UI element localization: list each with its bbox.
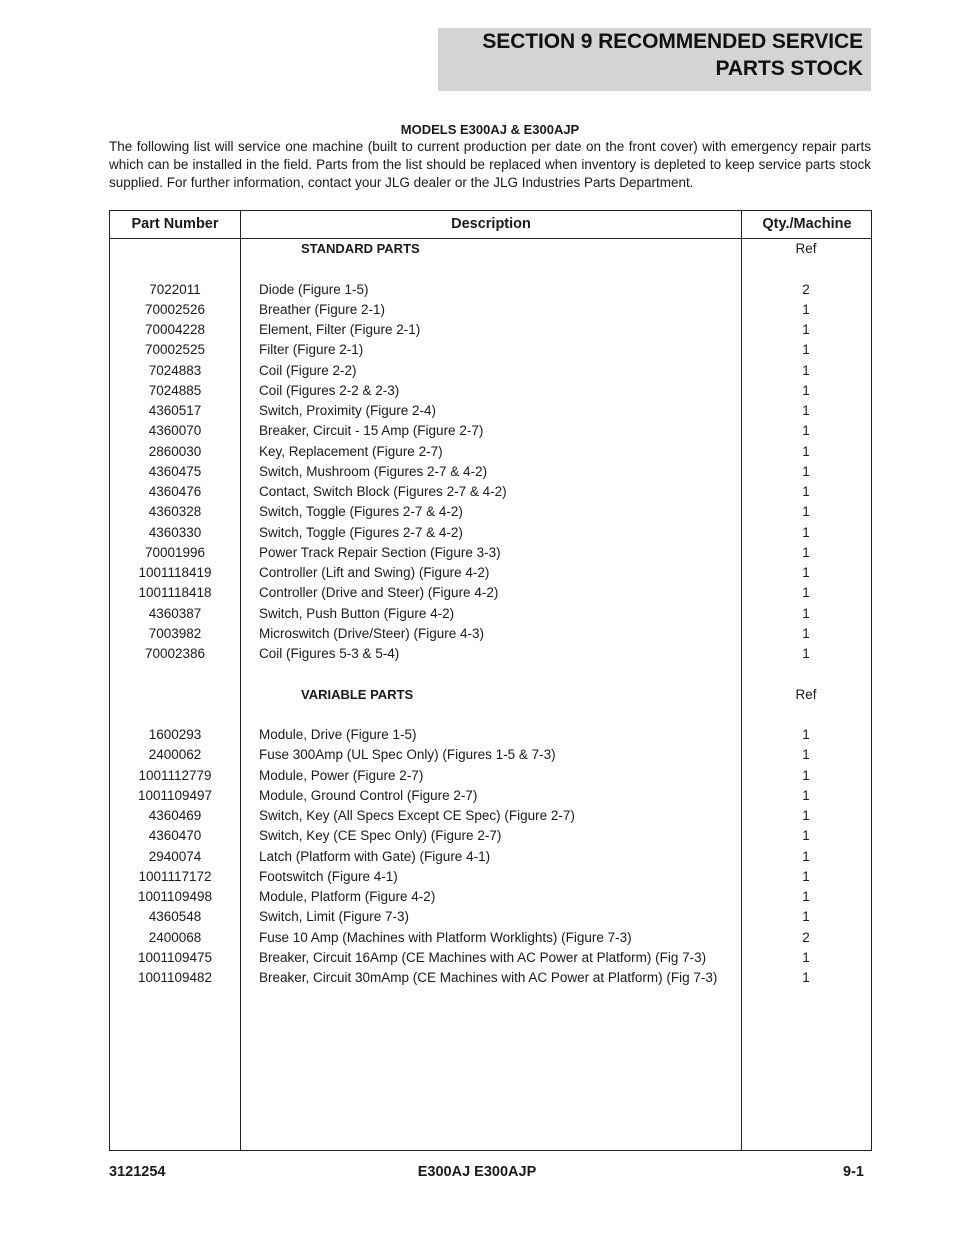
table-row (110, 704, 871, 724)
qty-cell: 1 (802, 848, 810, 864)
description-cell: VARIABLE PARTS (301, 686, 414, 702)
qty-cell: 1 (802, 342, 810, 358)
table-row (110, 927, 871, 947)
parts-table (109, 210, 872, 1151)
part-number-cell: 70001996 (144, 544, 206, 560)
table-row (110, 724, 871, 744)
qty-cell: 1 (802, 301, 810, 317)
description-cell: Breaker, Circuit 16Amp (CE Machines with AC Power at Platform) (Fig 7-3) (259, 949, 707, 965)
qty-cell: 1 (802, 808, 810, 823)
description-cell: Switch, Key (All Specs Except CE Spec) (Figure 2-7) (259, 808, 575, 823)
table-row (110, 380, 871, 400)
description-cell: Switch, Toggle (Figures 2-7 & 4-2) (259, 504, 463, 520)
table-row (110, 765, 871, 785)
part-number-cell: 2940074 (148, 848, 202, 864)
table-row (110, 744, 871, 764)
table-row (110, 623, 871, 643)
qty-cell: 1 (802, 889, 810, 904)
part-number-cell: 70002386 (144, 646, 206, 661)
description-cell: Controller (Drive and Steer) (Figure 4-2) (259, 585, 499, 601)
part-number-cell: 70004228 (144, 322, 206, 337)
description-cell: Breaker, Circuit - 15 Amp (Figure 2-7) (259, 423, 484, 439)
table-row (110, 279, 871, 299)
part-number-cell: 1001112779 (138, 767, 212, 783)
description-cell: Switch, Mushroom (Figures 2-7 & 4-2) (259, 463, 488, 479)
qty-cell: 1 (802, 605, 810, 621)
table-row (110, 542, 871, 562)
part-number-cell: 4360469 (148, 808, 202, 823)
table-row (110, 663, 871, 683)
description-cell: Controller (Lift and Swing) (Figure 4-2) (259, 565, 490, 580)
qty-cell: 1 (802, 625, 810, 641)
table-row (110, 846, 871, 866)
table-row (110, 360, 871, 380)
table-row (110, 643, 871, 663)
section-title: SECTION 9 RECOMMENDED SERVICE PARTS STOCK (482, 30, 863, 80)
footer-doc-number: 3121254 (109, 1164, 166, 1180)
part-number-cell: 2400068 (148, 929, 202, 945)
header-description: Description (451, 216, 531, 232)
part-number-cell: 1001117172 (138, 868, 212, 884)
qty-cell: Ref (795, 686, 817, 702)
qty-cell: 1 (802, 382, 810, 398)
part-number-cell: 7003982 (148, 625, 202, 641)
footer-page-number: 9-1 (843, 1164, 864, 1180)
part-number-cell: 4360548 (148, 909, 202, 925)
table-body (110, 238, 871, 987)
qty-cell: 1 (802, 524, 810, 540)
part-number-cell: 4360328 (148, 504, 202, 520)
qty-cell: 1 (802, 909, 810, 925)
qty-cell: Ref (795, 241, 817, 256)
table-row (110, 825, 871, 845)
description-cell: Module, Platform (Figure 4-2) (259, 889, 436, 904)
table-row (110, 866, 871, 886)
part-number-cell: 1001109498 (137, 889, 213, 904)
description-cell: STANDARD PARTS (301, 241, 420, 256)
qty-cell: 1 (802, 767, 810, 783)
part-number-cell: 7024885 (148, 382, 202, 398)
description-cell: Switch, Push Button (Figure 4-2) (259, 605, 455, 621)
part-number-cell: 4360470 (148, 828, 202, 844)
description-cell: Fuse 10 Amp (Machines with Platform Worklights) (Figure 7-3) (259, 929, 632, 945)
qty-cell: 1 (802, 949, 810, 965)
description-cell: Key, Replacement (Figure 2-7) (259, 443, 443, 459)
table-row (110, 522, 871, 542)
table-row (110, 299, 871, 319)
part-number-cell: 4360387 (148, 605, 202, 621)
part-number-cell: 4360517 (148, 403, 202, 418)
table-row (110, 461, 871, 481)
table-row (110, 339, 871, 359)
qty-cell: 1 (802, 970, 810, 985)
qty-cell: 2 (802, 929, 810, 945)
qty-cell: 1 (802, 747, 810, 763)
part-number-cell: 70002525 (144, 342, 206, 358)
description-cell: Element, Filter (Figure 2-1) (259, 322, 421, 337)
part-number-cell: 7022011 (149, 281, 201, 297)
table-row (110, 886, 871, 906)
table-row (110, 481, 871, 501)
footer-models: E300AJ E300AJP (417, 1164, 537, 1180)
table-row (110, 603, 871, 623)
qty-cell: 1 (802, 868, 810, 884)
table-row (110, 420, 871, 440)
description-cell: Switch, Proximity (Figure 2-4) (259, 403, 437, 418)
qty-cell: 1 (802, 727, 810, 742)
part-number-cell: 1001118419 (138, 565, 212, 580)
description-cell: Footswitch (Figure 4-1) (259, 868, 398, 884)
description-cell: Filter (Figure 2-1) (259, 342, 364, 358)
part-number-cell: 4360070 (148, 423, 202, 439)
table-row (110, 906, 871, 926)
qty-cell: 1 (802, 646, 810, 661)
description-cell: Module, Power (Figure 2-7) (259, 767, 424, 783)
table-row (110, 785, 871, 805)
table-row (110, 805, 871, 825)
intro-paragraph: The following list will service one machine (built to current production per date on the front cover) with emergency repair parts which can be installed in the field. Parts from the list should be replaced when inventory is depleted to keep service parts stock supplied. For further information, contact your JLG dealer or the JLG Industries Parts Department. (109, 139, 871, 190)
header-part-number: Part Number (131, 216, 219, 232)
qty-cell: 1 (802, 565, 810, 580)
description-cell: Module, Ground Control (Figure 2-7) (259, 787, 478, 803)
table-row (110, 562, 871, 582)
qty-cell: 1 (802, 403, 810, 418)
table-section-heading-row (110, 684, 871, 704)
description-cell: Switch, Toggle (Figures 2-7 & 4-2) (259, 524, 463, 540)
part-number-cell: 2400062 (148, 747, 202, 763)
section-header (438, 28, 871, 91)
table-row (110, 400, 871, 420)
qty-cell: 1 (802, 322, 810, 337)
table-row (110, 947, 871, 967)
description-cell: Breaker, Circuit 30mAmp (CE Machines with AC Power at Platform) (Fig 7-3) (259, 970, 718, 985)
part-number-cell: 70002526 (144, 301, 206, 317)
description-cell: Coil (Figures 5-3 & 5-4) (259, 646, 400, 661)
description-cell: Fuse 300Amp (UL Spec Only) (Figures 1-5 & 7-3) (259, 747, 556, 763)
table-row (110, 441, 871, 461)
qty-cell: 1 (802, 423, 810, 439)
description-cell: Microswitch (Drive/Steer) (Figure 4-3) (259, 625, 485, 641)
table-row (110, 967, 871, 987)
part-number-cell: 2860030 (148, 443, 202, 459)
table-section-heading-row (110, 238, 871, 258)
qty-cell: 1 (802, 504, 810, 520)
part-number-cell: 1001109497 (137, 787, 213, 803)
part-number-cell: 1600293 (148, 727, 202, 742)
qty-cell: 1 (802, 484, 810, 499)
qty-cell: 2 (802, 281, 810, 297)
header-qty-machine: Qty./Machine (762, 216, 852, 232)
part-number-cell: 1001109475 (137, 949, 213, 965)
description-cell: Switch, Key (CE Spec Only) (Figure 2-7) (259, 828, 502, 844)
qty-cell: 1 (802, 787, 810, 803)
qty-cell: 1 (802, 463, 810, 479)
qty-cell: 1 (802, 585, 810, 601)
description-cell: Power Track Repair Section (Figure 3-3) (259, 544, 501, 560)
description-cell: Contact, Switch Block (Figures 2-7 & 4-2) (259, 484, 507, 499)
description-cell: Latch (Platform with Gate) (Figure 4-1) (259, 848, 491, 864)
description-cell: Coil (Figure 2-2) (259, 362, 357, 378)
part-number-cell: 1001109482 (137, 970, 213, 985)
table-row (110, 258, 871, 278)
description-cell: Switch, Limit (Figure 7-3) (259, 909, 410, 925)
part-number-cell: 1001118418 (138, 585, 212, 601)
description-cell: Coil (Figures 2-2 & 2-3) (259, 382, 400, 398)
qty-cell: 1 (802, 544, 810, 560)
description-cell: Module, Drive (Figure 1-5) (259, 727, 417, 742)
qty-cell: 1 (802, 443, 810, 459)
models-title: MODELS E300AJ & E300AJP (400, 122, 580, 137)
table-row (110, 501, 871, 521)
part-number-cell: 7024883 (148, 362, 202, 378)
part-number-cell: 4360475 (148, 463, 202, 479)
qty-cell: 1 (802, 362, 810, 378)
table-row (110, 319, 871, 339)
part-number-cell: 4360330 (148, 524, 202, 540)
qty-cell: 1 (802, 828, 810, 844)
description-cell: Diode (Figure 1-5) (259, 281, 369, 297)
part-number-cell: 4360476 (148, 484, 202, 499)
table-row (110, 582, 871, 602)
description-cell: Breather (Figure 2-1) (259, 301, 386, 317)
